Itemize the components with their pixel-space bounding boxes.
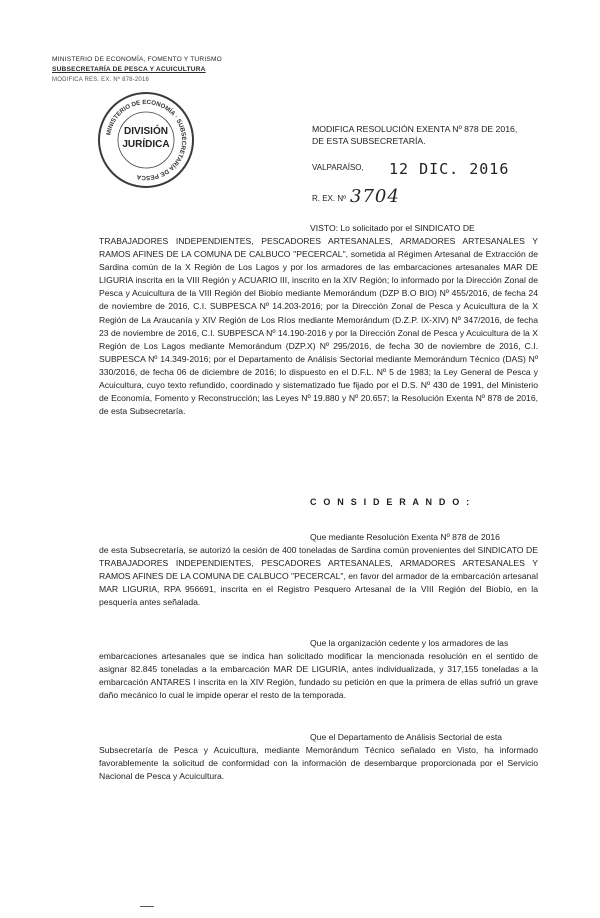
footer-mark xyxy=(140,906,154,907)
title-line-1: MODIFICA RESOLUCIÓN EXENTA Nº 878 DE 2016, xyxy=(312,124,518,134)
division-juridica-stamp xyxy=(98,92,194,188)
place-label: VALPARAÍSO, xyxy=(312,163,364,172)
visto-first-line: VISTO: Lo solicitado por el SINDICATO DE xyxy=(310,223,475,233)
stamp-ring-text: MINISTERIO DE ECONOMÍA · SUBSECRETARÍA DE PESCA xyxy=(105,98,188,182)
considerando-3-first-line: Que el Departamento de Análisis Sectorial de esta xyxy=(310,732,503,742)
visto-body: TRABAJADORES INDEPENDIENTES, PESCADORES ARTESANALES, ARMADORES ARTESANALES Y RAMOS AFINES DE LA COMUNA DE CALBUCO "PECERCAL", sometida al Régimen Artesanal de Extracción de Sardina común de la X Región de Los Lagos y por los armadores de las embarcaciones artesanales MAR DE LIGURIA inscrita en la VIII Región y ACUARIO III, inscrito en la XIV Región; lo informado por la Dirección Zonal de Pesca y Acuicultura de la VIII Región del Biobío mediante Memorándum (DZP B.O BIO) Nº 455/2016, de fecha 24 de noviembre de 2016, C.I. SUBPESCA Nº 14.203-2016; por la Dirección Zonal de Pesca y Acuicultura de la X Región de La Araucanía y XIV Región de Los Ríos mediante Memorándum (D.Z.P. IX-XIV) Nº 347/2016, de fecha 23 de noviembre de 2016, C.I. SUBPESCA Nº 14.190-2016 y por la Dirección Zonal de Pesca y Acuicultura de la X Región de Los Lagos mediante Memorándum (DZP.X) Nº 295/2016, de fecha 30 de noviembre de 2016, C.I. SUBPESCA Nº 14.349-2016; por el Departamento de Análisis Sectorial mediante Memorándum Técnico (DAS) Nº 330/2016, de fecha 06 de diciembre de 2016; lo dispuesto en el D.F.L. Nº 5 de 1983; la Ley General de Pesca y Acuicultura, cuyo texto refundido, coordinado y sistematizado fue fijado por el D.S. Nº 430 de 1991, del Ministerio de Economía, Fomento y Reconstrucción; las Leyes Nº 19.880 y Nº 20.657; la Resolución Exenta Nº 878 de 2016, de esta Subsecretaría. xyxy=(99,236,538,417)
stamp-juridica: JURÍDICA xyxy=(122,139,170,150)
stamp-center-text xyxy=(100,125,192,151)
considerando-heading: C O N S I D E R A N D O : xyxy=(310,497,472,507)
stamp-division: DIVISIÓN xyxy=(124,126,168,137)
resolution-title xyxy=(312,123,517,147)
rex-label: R. EX. Nº xyxy=(312,194,347,203)
considerando-1-first-line: Que mediante Resolución Exenta Nº 878 de 2016 xyxy=(310,532,500,542)
ministry-line: MINISTERIO DE ECONOMÍA, FOMENTO Y TURISMO xyxy=(52,56,223,63)
rex-number: 3704 xyxy=(350,186,400,207)
title-line-2: DE ESTA SUBSECRETARÍA. xyxy=(312,136,426,146)
considerando-2-body: embarcaciones artesanales que se indica han solicitado modificar la mencionada resolución en el sentido de asignar 82.845 toneladas a la embarcación MAR DE LIGURIA, antes individualizada, y 317,155 toneladas a la embarcación ANTARES I inscrita en la XIV Región, fundado su petición en que la primera de ellas sufrió un grave daño mecánico lo cual le impide operar el resto de la temporada. xyxy=(99,651,538,701)
handwritten-date: 12 DIC. 2016 xyxy=(389,160,510,178)
considerando-1-body: de esta Subsecretaría, se autorizó la cesión de 400 toneladas de Sardina común provenientes del SINDICATO DE TRABAJADORES INDEPENDIENTES, PESCADORES ARTESANALES, ARMADORES ARTESANALES Y RAMOS AFINES DE LA COMUNA DE CALBUCO "PECERCAL", en favor del armador de la embarcación artesanal MAR LIGURIA, RPA 956691, inscrita en el Registro Pesquero Artesanal de la VIII Región del Biobío, en la pesquería antes señalada. xyxy=(99,545,538,608)
considerando-3-body: Subsecretaría de Pesca y Acuicultura, mediante Memorándum Técnico señalado en Visto, ha informado favorablemente la solicitud de conformidad con la información de desembarque proporcionada por el Servicio Nacional de Pesca y Acuicultura. xyxy=(99,745,538,782)
subsecretaria-line: SUBSECRETARÍA DE PESCA Y ACUICULTURA xyxy=(52,66,206,73)
modifica-line: MODIFICA RES. EX. Nº 878-2016 xyxy=(52,77,150,83)
considerando-2-first-line: Que la organización cedente y los armadores de las xyxy=(310,638,509,648)
